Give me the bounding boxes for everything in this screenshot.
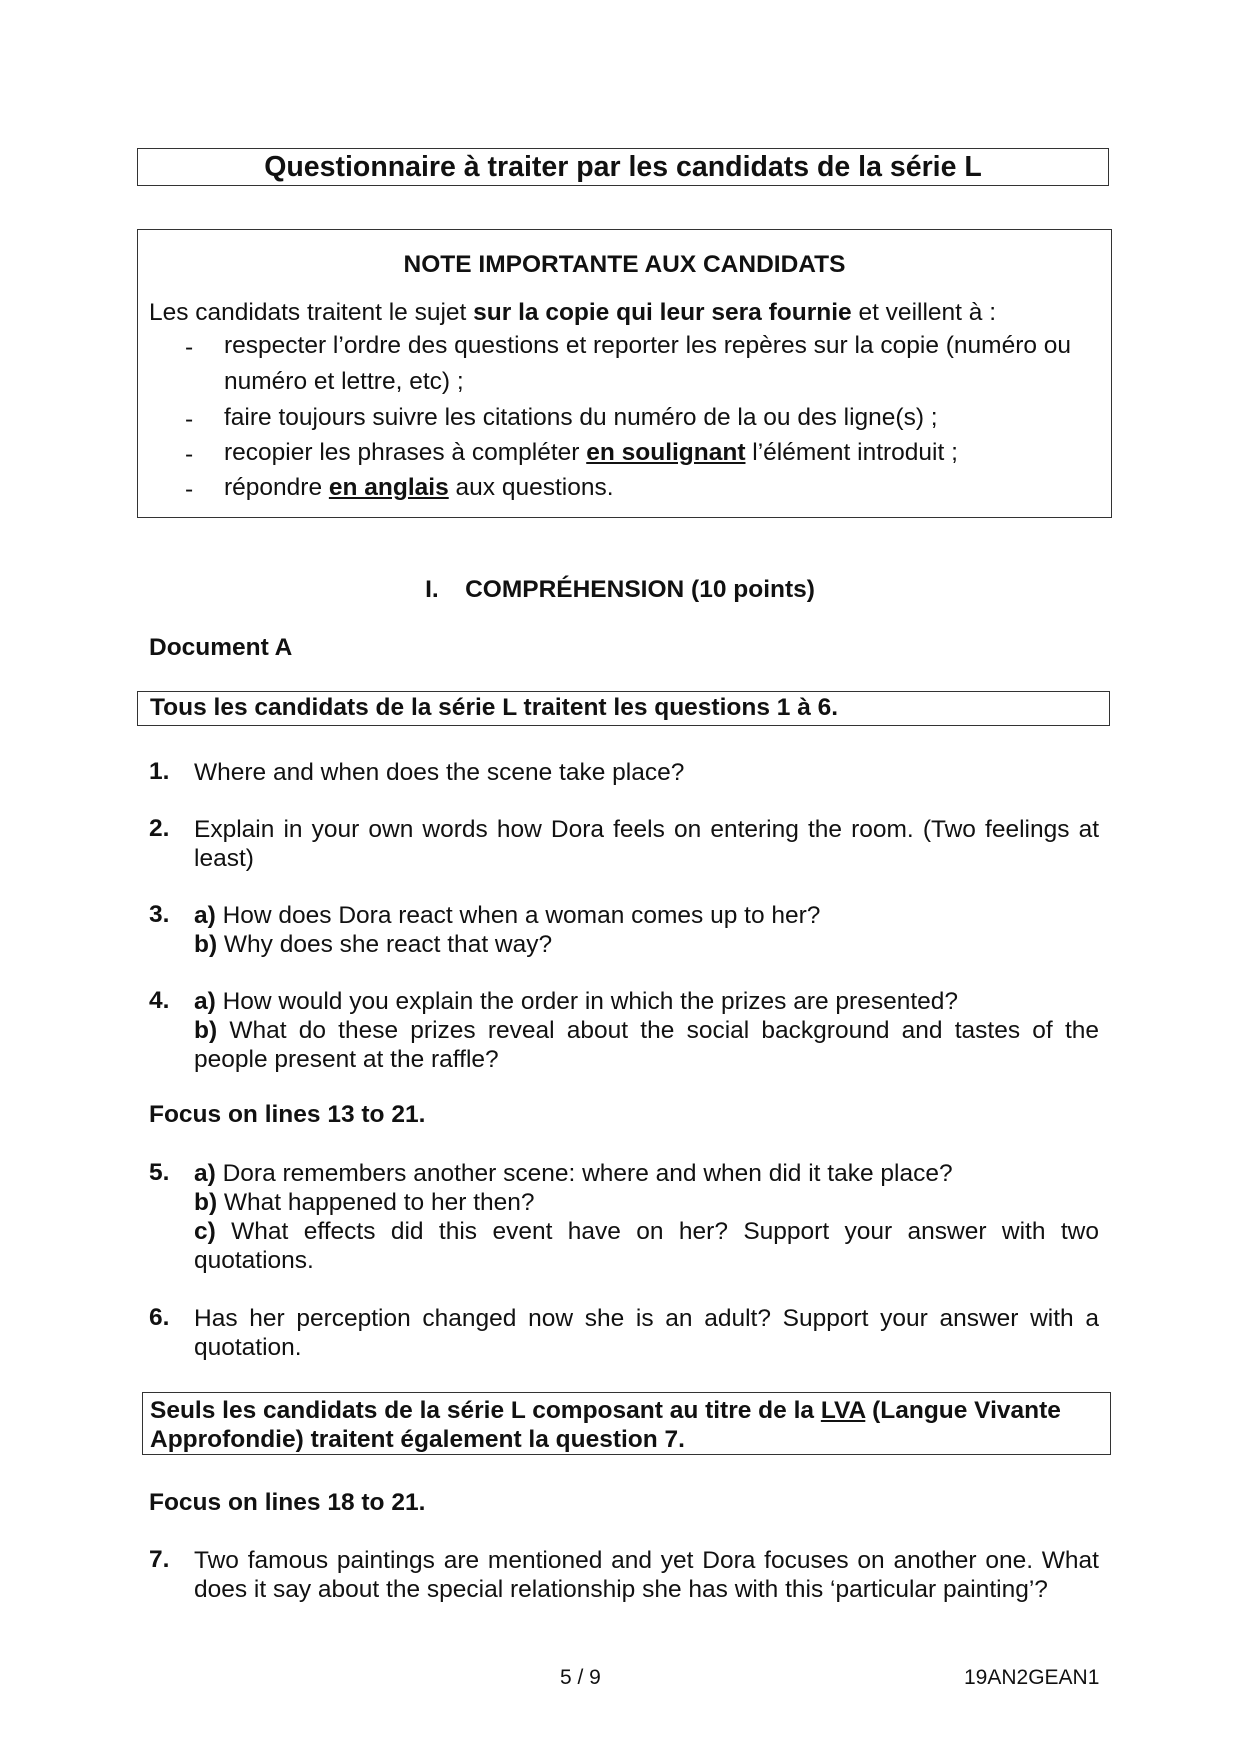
question-number: 4. xyxy=(149,987,170,1014)
bullet-dash: - xyxy=(185,476,194,503)
page-title: Questionnaire à traiter par les candidats de la série L xyxy=(137,148,1109,186)
note-heading: NOTE IMPORTANTE AUX CANDIDATS xyxy=(403,251,846,278)
question-number: 6. xyxy=(149,1304,170,1331)
important-note-box xyxy=(137,229,1112,518)
bullet-dash: - xyxy=(185,441,194,468)
page-number: 5 / 9 xyxy=(560,1666,601,1689)
question-number: 1. xyxy=(149,758,170,785)
document-label: Document A xyxy=(149,634,293,661)
note-intro: Les candidats traitent le sujet sur la copie qui leur sera fournie et veillent à : xyxy=(149,299,996,326)
question-4: a) How would you explain the order in which the prizes are presented? b) What do these prizes reveal about the social background and tastes of the people present at the raffle? xyxy=(194,988,1099,1073)
note-bullet-1: respecter l’ordre des questions et reporter les repères sur la copie (numéro ou numéro et lettre, etc) ; xyxy=(224,332,1072,395)
question-number: 3. xyxy=(149,901,170,928)
focus-lines-13-21: Focus on lines 13 to 21. xyxy=(149,1101,426,1128)
question-7: Two famous paintings are mentioned and yet Dora focuses on another one. What does it say about the special relationship she has with this ‘particular painting’? xyxy=(194,1547,1099,1603)
question-number: 2. xyxy=(149,815,170,842)
section-heading: I. COMPRÉHENSION (10 points) xyxy=(425,576,815,603)
note-bullet-4: répondre en anglais aux questions. xyxy=(224,474,614,501)
question-1: Where and when does the scene take place? xyxy=(194,759,685,786)
question-2: Explain in your own words how Dora feels on entering the room. (Two feelings at least) xyxy=(194,816,1099,872)
question-6: Has her perception changed now she is an adult? Support your answer with a quotation. xyxy=(194,1305,1099,1361)
question-number: 7. xyxy=(149,1546,170,1573)
bullet-dash: - xyxy=(185,334,194,361)
bullet-dash: - xyxy=(185,406,194,433)
question-5: a) Dora remembers another scene: where and when did it take place? b) What happened to her then? c) What effects did this event have on her? Support your answer with two quotations. xyxy=(194,1160,1099,1274)
note-bullet-2: faire toujours suivre les citations du numéro de la ou des ligne(s) ; xyxy=(224,404,938,431)
exam-code: 19AN2GEAN1 xyxy=(964,1666,1100,1689)
note-bullet-3: recopier les phrases à compléter en soulignant l’élément introduit ; xyxy=(224,439,958,466)
question-number: 5. xyxy=(149,1159,170,1186)
question-3: a) How does Dora react when a woman comes up to her? b) Why does she react that way? xyxy=(194,902,821,958)
focus-lines-18-21: Focus on lines 18 to 21. xyxy=(149,1489,426,1516)
instruction-box: Tous les candidats de la série L traitent les questions 1 à 6. xyxy=(137,691,1110,726)
lva-instruction-box: Seuls les candidats de la série L composant au titre de la LVA (Langue Vivante Approfondie) traitent également la question 7. xyxy=(142,1392,1111,1455)
